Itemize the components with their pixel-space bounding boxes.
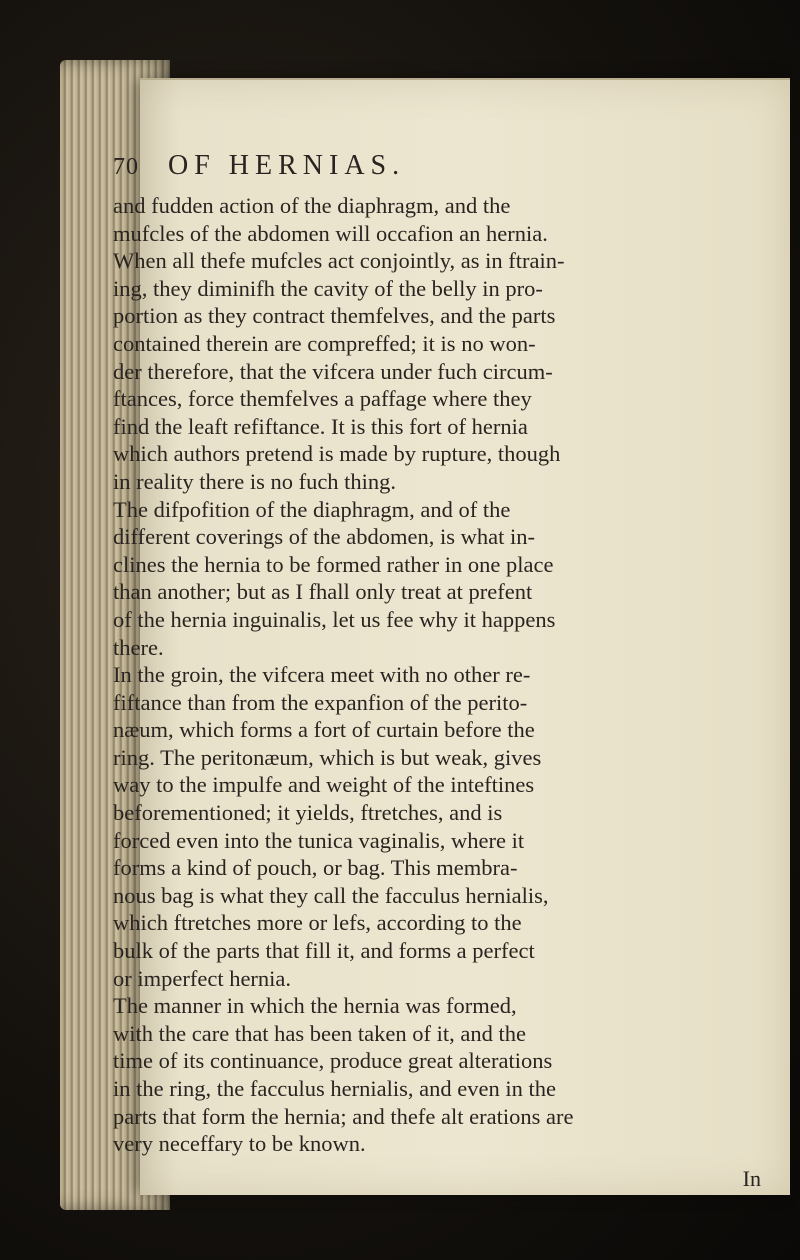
text-line: When all thefe mufcles act conjointly, as in ftrain-	[113, 248, 565, 274]
text-line: in the ring, the facculus hernialis, and even in the	[113, 1076, 556, 1101]
text-line: næum, which forms a fort of curtain before the	[113, 717, 535, 743]
text-line: The manner in which the hernia was formed,	[113, 993, 517, 1019]
text-line: or imperfect hernia.	[113, 965, 292, 991]
text-line: forms a kind of pouch, or bag. This membra-	[113, 855, 518, 881]
text-line: which authors pretend is made by rupture, though	[113, 441, 561, 467]
text-line: ing, they diminifh the cavity of the belly in pro-	[113, 275, 543, 301]
text-line: clines the hernia to be formed rather in one place	[113, 551, 554, 577]
text-line: find the leaft refiftance. It is this fort of hernia	[113, 413, 528, 439]
catchword: In	[742, 1165, 761, 1191]
text-line: der therefore, that the vifcera under fuch circum-	[113, 358, 553, 384]
text-line: there.	[113, 634, 164, 660]
text-line: The difpofition of the diaphragm, and of the	[113, 496, 511, 522]
text-line: way to the impulfe and weight of the inteftines	[113, 772, 535, 798]
text-line: beforementioned; it yields, ftretches, and is	[113, 800, 503, 826]
text-line: mufcles of the abdomen will occafion an hernia.	[113, 220, 548, 246]
text-line: which ftretches more or lefs, according to the	[113, 910, 522, 936]
text-line: parts that form the hernia; and thefe alt erations are	[113, 1103, 574, 1129]
text-line: time of its continuance, produce great alterations	[113, 1048, 553, 1074]
running-title: OF HERNIAS.	[168, 150, 406, 181]
text-line: fiftance than from the expanfion of the perito-	[113, 689, 528, 715]
text-line: forced even into the tunica vaginalis, where it	[113, 827, 525, 853]
body-text	[113, 192, 800, 1158]
text-line: with the care that has been taken of it, and the	[113, 1020, 526, 1046]
page-content	[113, 150, 800, 1192]
page-number: 70	[113, 154, 139, 180]
text-line: ftances, force themfelves a paffage where they	[113, 386, 532, 412]
running-head	[113, 150, 800, 192]
text-line: portion as they contract themfelves, and the parts	[113, 303, 556, 329]
text-line: and fudden action of the diaphragm, and the	[113, 193, 511, 218]
text-line: bulk of the parts that fill it, and forms a perfect	[113, 938, 535, 964]
text-line: In the groin, the vifcera meet with no other re-	[113, 662, 531, 688]
text-line: different coverings of the abdomen, is what in-	[113, 524, 535, 550]
text-line: nous bag is what they call the facculus hernialis,	[113, 882, 549, 908]
text-line: contained therein are compreffed; it is no won-	[113, 330, 536, 356]
text-line: ring. The peritonæum, which is but weak, gives	[113, 744, 542, 770]
text-line: of the hernia inguinalis, let us fee why it happens	[113, 606, 556, 632]
text-line: very neceffary to be known.	[113, 1131, 366, 1157]
text-line: than another; but as I fhall only treat at prefent	[113, 579, 533, 605]
text-line: in reality there is no fuch thing.	[113, 468, 397, 494]
